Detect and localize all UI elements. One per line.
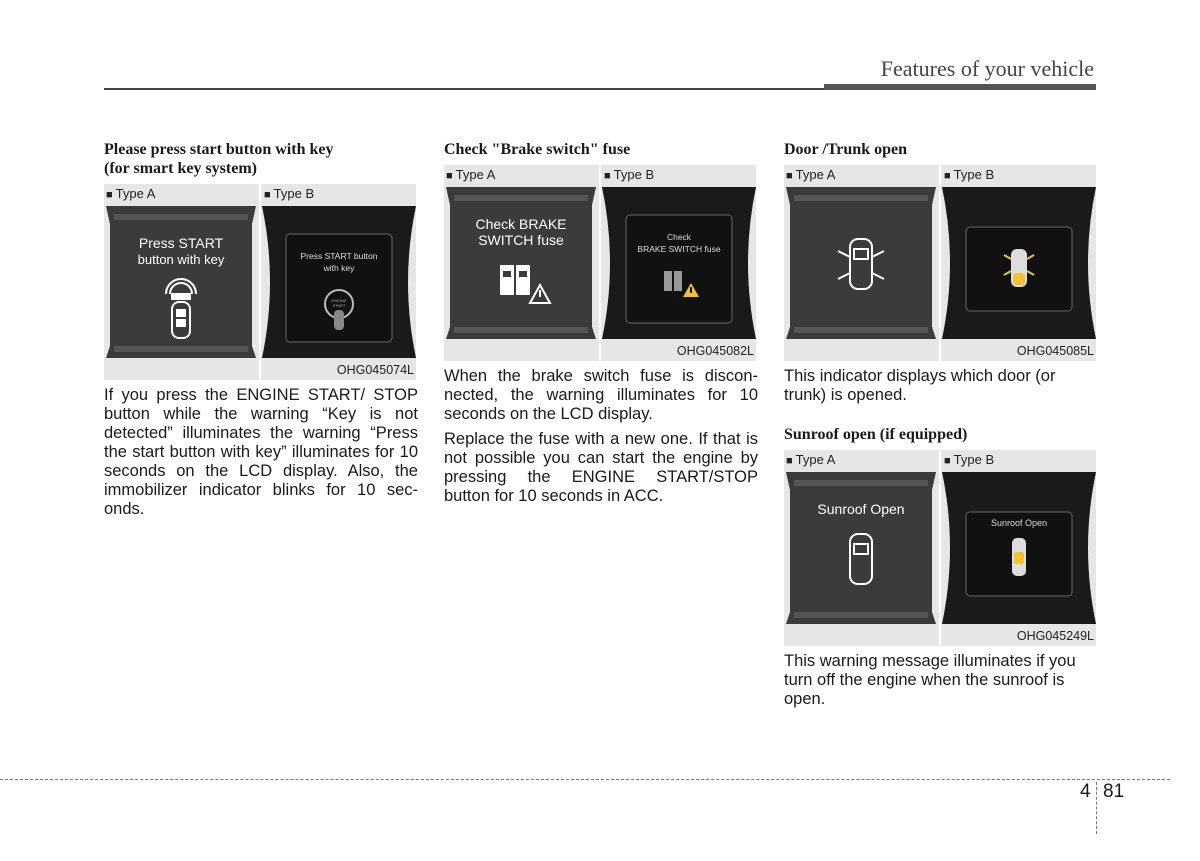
type-b-text-line1: Press START button: [300, 251, 378, 261]
svg-text:START: START: [332, 303, 346, 308]
car-sunroof-icon: [1012, 538, 1026, 576]
figure-door-trunk: [784, 165, 1096, 361]
lcd-type-a-brake-switch: [444, 187, 598, 339]
type-b-text: Sunroof Open: [990, 518, 1048, 528]
footer-divider: [1096, 782, 1097, 834]
chapter-number: 4: [1080, 781, 1091, 802]
lcd-type-b-sunroof: [942, 472, 1096, 624]
figure-sunroof: [784, 450, 1096, 646]
type-a-text-line1: Check BRAKE: [475, 216, 567, 232]
type-a-label: ■ Type A: [786, 452, 836, 467]
header-rule-accent: [824, 84, 1096, 90]
type-a-text: Sunroof Open: [817, 501, 905, 517]
lcd-type-b-door-open: [942, 187, 1096, 339]
type-b-label: ■ Type B: [604, 167, 655, 182]
footer-rule: [0, 779, 1170, 780]
figure-code: OHG045249L: [1016, 629, 1094, 643]
type-b-label: ■ Type B: [264, 186, 315, 201]
lcd-type-a-sunroof: [784, 472, 938, 624]
lcd-type-a-start-button: [104, 206, 258, 358]
section-title: Please press start button with key (for smart key system): [104, 141, 334, 177]
figure-code: OHG045074L: [336, 363, 414, 377]
section-start-button: [104, 140, 418, 525]
body-text: This indicator displays which door (or trunk) is opened.: [784, 367, 1056, 404]
body-text-1: When the brake switch fuse is discon-nected, the warning illuminates for 10 seconds on the LCD display.: [444, 367, 758, 423]
type-a-label: ■ Type A: [446, 167, 496, 182]
type-b-text-line2: with key: [323, 263, 355, 273]
section-brake-switch: [444, 140, 758, 512]
figure-brake-switch: [444, 165, 756, 361]
type-b-label: ■ Type B: [944, 452, 995, 467]
lcd-type-a-door-open: [784, 187, 938, 339]
type-a-text-line2: button with key: [137, 252, 225, 267]
figure-start-button: [104, 184, 416, 380]
type-b-text-line1: Check: [666, 232, 692, 242]
type-a-text-line2: SWITCH fuse: [478, 232, 564, 248]
section-title: Door /Trunk open: [784, 141, 907, 158]
page-number: 81: [1103, 781, 1125, 802]
type-b-label: ■ Type B: [944, 167, 995, 182]
type-a-label: ■ Type A: [106, 186, 156, 201]
page-header-title: Features of your vehicle: [880, 56, 1094, 81]
lcd-type-b-start-button: [262, 206, 416, 358]
type-b-text-line2: BRAKE SWITCH fuse: [637, 244, 721, 254]
figure-code: OHG045082L: [676, 344, 754, 358]
figure-code: OHG045085L: [1016, 344, 1094, 358]
body-text-2: Replace the fuse with a new one. If that is not possible you can start the engine by pressing the ENGINE START/STOP button for 10 seconds in ACC.: [444, 430, 758, 505]
section-door-trunk: [784, 140, 1098, 715]
section-title-sunroof: Sunroof open (if equipped): [784, 426, 968, 443]
type-a-label: ■ Type A: [786, 167, 836, 182]
lcd-type-b-brake-switch: [602, 187, 756, 339]
body-text: If you press the ENGINE START/ STOP button while the warning “Key is not detected” illuminates the warning “Press the start button with key” illuminates for 10 seconds on the LCD display. Also, the immobilizer indicator blinks for 10 sec-onds.: [104, 386, 418, 518]
type-a-text-line1: Press START: [138, 235, 224, 251]
svg-text:ENGINE: ENGINE: [331, 298, 347, 303]
body-text-sunroof: This warning message illuminates if you turn off the engine when the sunroof is open.: [784, 652, 1076, 708]
section-title: Check "Brake switch" fuse: [444, 141, 631, 158]
